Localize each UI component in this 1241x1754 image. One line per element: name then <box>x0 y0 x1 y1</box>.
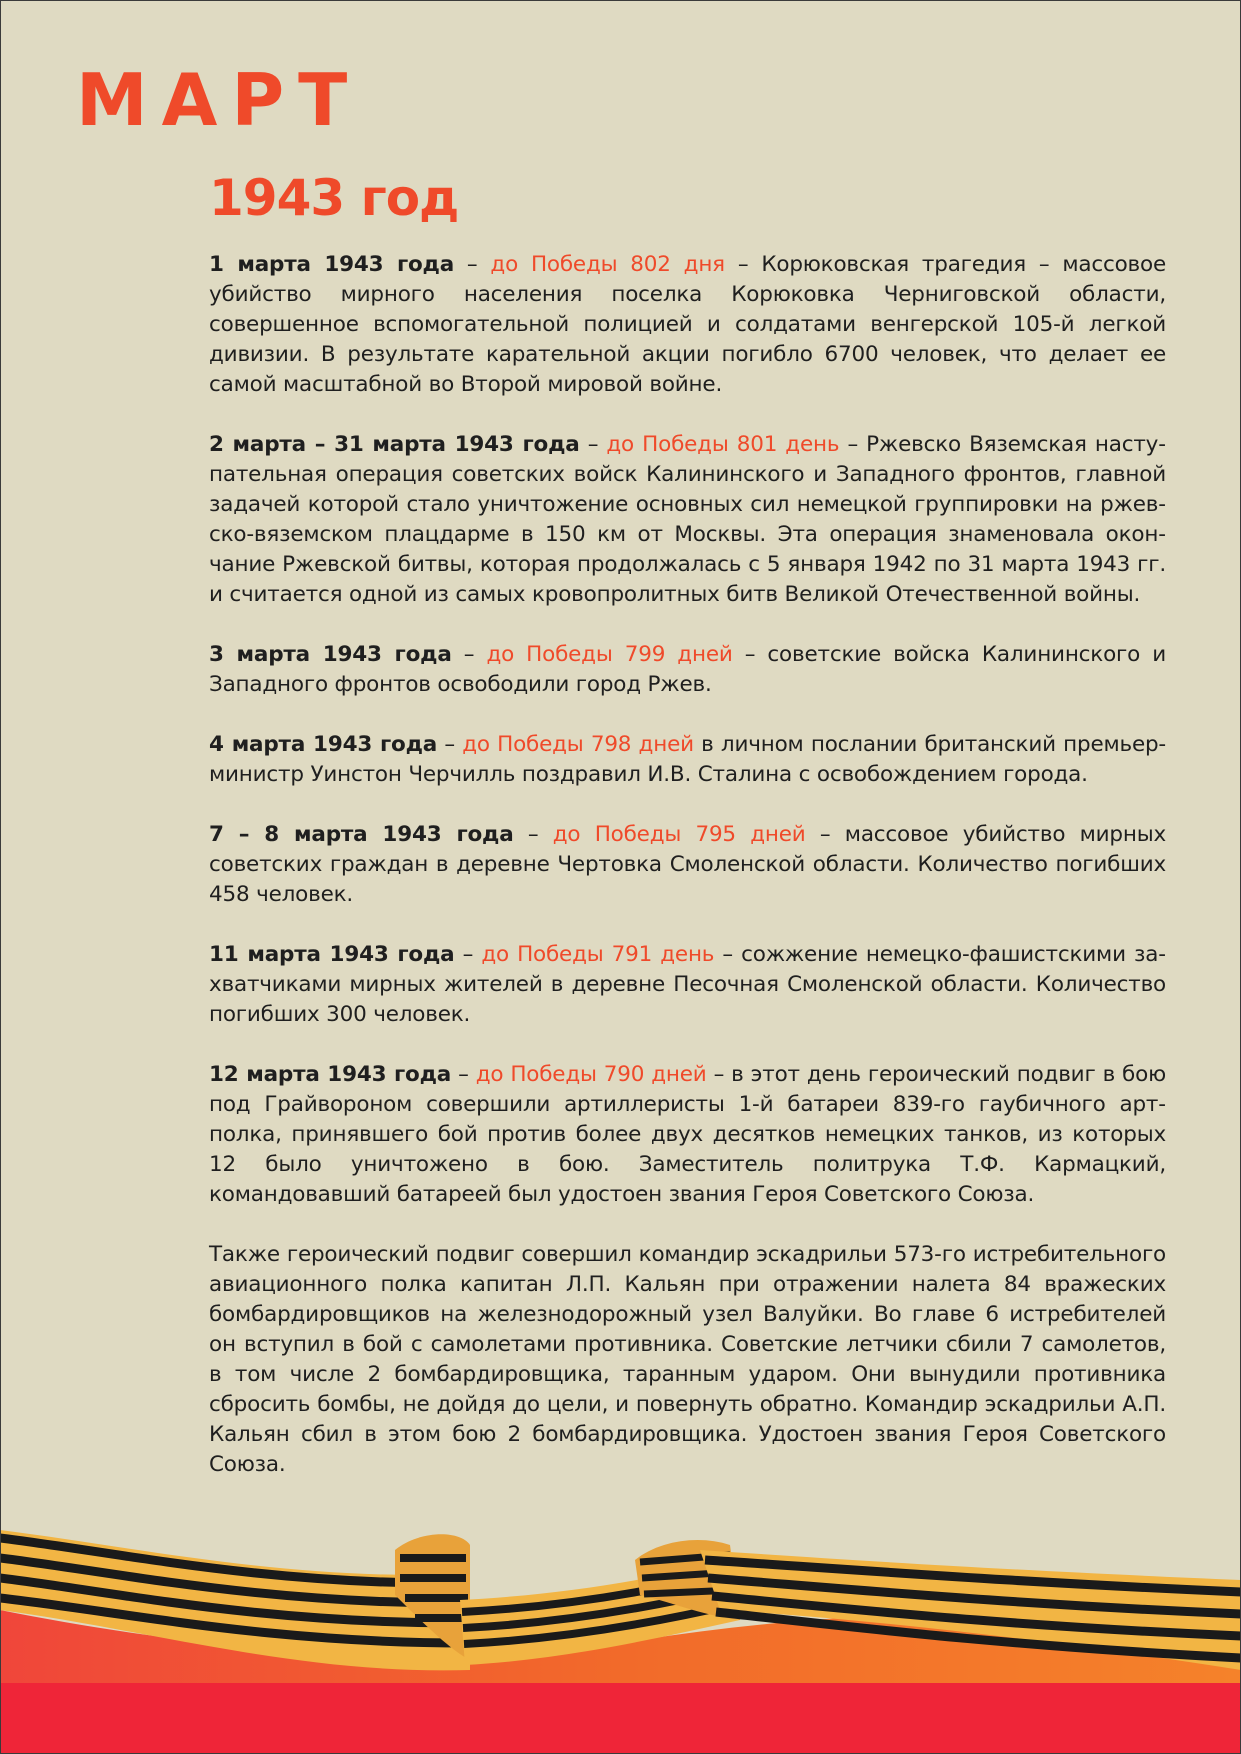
timeline-entry-7 <box>209 1060 1166 1210</box>
entry-separator: – <box>454 252 491 277</box>
entry-text: в личном послании британский премьер-министр Уинстон Черчилль поздравил И.В. Сталина с освобождением города. <box>209 732 1166 787</box>
entry-date: 12 марта 1943 года <box>209 1062 452 1087</box>
victory-countdown: до Победы 791 день <box>481 942 715 967</box>
victory-countdown: до Победы 798 дней <box>462 732 694 757</box>
entry-date: 1 марта 1943 года <box>209 252 455 277</box>
entry-text: Ржевско Вяземская наступательная операция советских войск Калининского и Западного фронтов, главной задачей которой стало уничтожение основных сил немецкой группировки на ржевско-вяземском плацдарме в 150 км от Москвы. Эта операция знаменовала окончание Ржевской битвы, которая продолжалась с 5 января 1942 по 31 марта 1943 гг. и считается одной из самых кровопролитных битв Великой Отечественной войны. <box>209 432 1166 607</box>
entry-separator: – <box>706 1062 732 1087</box>
entry-text: советские войска Калининского и Западного фронтов освободили город Ржев. <box>209 642 1166 697</box>
entry-separator: – <box>454 942 482 967</box>
victory-countdown: до Победы 795 дней <box>552 822 806 847</box>
entry-separator: – <box>437 732 463 757</box>
victory-countdown: до Победы 799 дней <box>486 642 733 667</box>
entry-date: 4 марта 1943 года <box>209 732 438 757</box>
entry-separator: – <box>579 432 607 457</box>
entry-separator: – <box>724 252 762 277</box>
victory-countdown: до Победы 790 дней <box>475 1062 707 1087</box>
entry-date: 2 марта – 31 марта 1943 года <box>209 432 580 457</box>
entry-date: 3 марта 1943 года <box>209 642 452 667</box>
victory-countdown: до Победы 801 день <box>606 432 840 457</box>
victory-countdown: до Победы 802 дня <box>490 252 725 277</box>
entry-separator: – <box>714 942 742 967</box>
year-title: 1943 год <box>209 169 459 227</box>
entry-separator: – <box>732 642 768 667</box>
entry-separator: – <box>513 822 553 847</box>
timeline-entry-2 <box>209 430 1166 610</box>
entry-date: 7 – 8 марта 1943 года <box>209 822 514 847</box>
closing-paragraph: Также героический подвиг совершил командир эскадрильи 573-го истребительного авиационного полка капитан Л.П. Кальян при отражении налета 84 вражеских бомбардировщиков на железнодорожный узел Валуйки. Во главе 6 истребителей он вступил в бой с самолетами противника. Советские летчики сбили 7 самолетов, в том числе 2 бомбардировщика, таранным ударом. Они вынудили противника сбросить бомбы, не дойдя до цели, и повернуть обратно. Командир эскадрильи А.П. Кальян сбил в этом бою 2 бомбардировщика. Удостоен звания Героя Советского Союза. <box>209 1242 1166 1477</box>
entry-separator: – <box>839 432 867 457</box>
st-george-ribbon-icon <box>0 1500 1241 1754</box>
entry-separator: – <box>805 822 845 847</box>
timeline-content <box>209 250 1166 1510</box>
timeline-entry-4 <box>209 730 1166 790</box>
timeline-entry-3 <box>209 640 1166 700</box>
entry-date: 11 марта 1943 года <box>209 942 455 967</box>
month-title: МАРТ <box>76 58 362 142</box>
entry-text: сожжение немецко-фашистскими захватчиками мирных жителей в деревне Песочная Смоленской области. Количество погибших 300 человек. <box>209 942 1166 1027</box>
timeline-entry-6 <box>209 940 1166 1030</box>
entry-text: массовое убийство мирных советских граждан в деревне Чертовка Смоленской области. Количество погибших 458 человек. <box>209 822 1166 907</box>
entry-text: Корюковская трагедия – массовое убийство мирного населения поселка Корюковка Черниговской области, совершенное вспомогательной полицией и солдатами венгерской 105-й легкой дивизии. В результате карательной акции погибло 6700 человек, что делает ее самой масштабной во Второй мировой войне. <box>209 252 1166 397</box>
timeline-entry-5 <box>209 820 1166 910</box>
timeline-entry-1 <box>209 250 1166 400</box>
entry-separator: – <box>451 642 487 667</box>
entry-text: в этот день героический подвиг в бою под Грайвороном совершили артиллеристы 1-й батареи 839-го гаубичного артполка, принявшего бой против более двух десятков немецких танков, из которых 12 было уничтожено в бою. Заместитель политрука Т.Ф. Кармацкий, командовавший батареей был удостоен звания Героя Советского Союза. <box>209 1062 1166 1207</box>
footer-decoration <box>0 1500 1241 1754</box>
entry-separator: – <box>451 1062 476 1087</box>
